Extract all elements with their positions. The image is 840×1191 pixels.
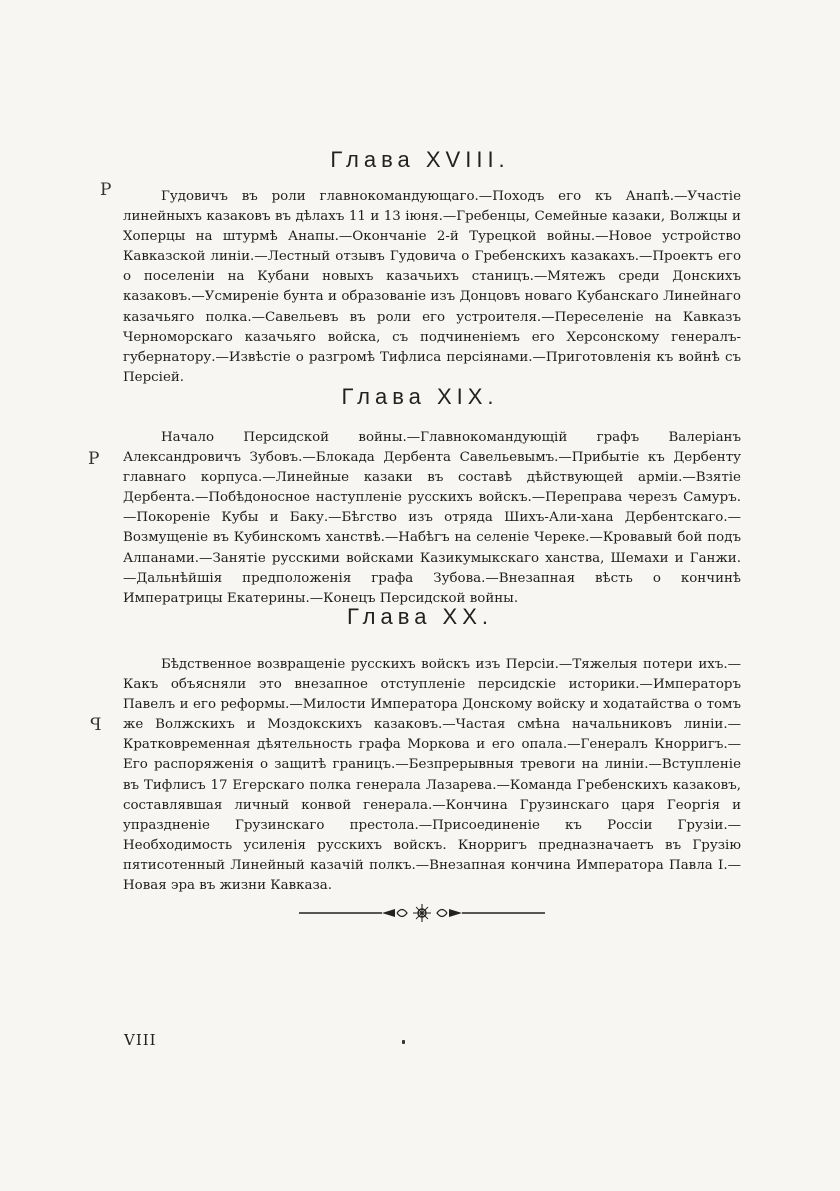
chapter-20-summary: Бѣдственное возвращеніе русскихъ войскъ изъ Персіи.—Тяжелыя потери ихъ.—Какъ объясняли это внезапное отступленіе персидскіе историки.—Императоръ Павелъ и его реформы.—Милости Императора Донскому войску и ходатайства о томъ же Волжскихъ и Моздокскихъ казаковъ.—Частая смѣна начальниковъ линіи.—Кратковременная дѣятельность графа Моркова и его опала.—Генералъ Кнорригъ.—Его распоряженія о защитѣ границъ.—Безпрерывныя тревоги на линіи.—Вступленіе въ Тифлисъ 17 Егерскаго полка генерала Лазарева.—Команда Гребенскихъ казаковъ, составлявшая личный конвой генерала.—Кончина Грузинскаго царя Георгія и упраздненіе Грузинскаго престола.—Присоединеніе къ Россіи Грузіи.—Необходимость усиленія русскихъ войскъ. Кнорригъ предназначаетъ въ Грузію пятисотенный Линейный казачій полкъ.—Внезапная кончина Императора Павла I.—Новая эра въ жизни Кавказа. [123, 657, 741, 894]
margin-mark-2: P [88, 449, 100, 469]
page-number: VIII [124, 1031, 157, 1049]
margin-mark-1: P [100, 180, 112, 200]
chapter-18-summary: Гудовичъ въ роли главнокомандующаго.—Походъ его къ Анапѣ.—Участіе линейныхъ казаковъ въ дѣлахъ 11 и 13 іюня.—Гребенцы, Семейные казаки, Волжцы и Хоперцы на штурмѣ Анапы.—Окончаніе 2-й Турецкой войны.—Новое устройство Кавказской линіи.—Лестный отзывъ Гудовича о Гребенскихъ казакахъ.—Проектъ его о поселеніи на Кубани новыхъ казачьихъ станицъ.—Мятежъ среди Донскихъ казаковъ.—Усмиреніе бунта и образованіе изъ Донцовъ новаго Кубанскаго Линейнаго казачьяго полка.—Савельевъ въ роли его устроителя.—Переселеніе на Кавказъ Черноморскаго казачьяго войска, съ подчиненіемъ его Херсонскому генералъ-губернатору.—Извѣстіе о разгромѣ Тифлиса персіянами.—Приготовленія къ войнѣ съ Персіей. [123, 189, 741, 385]
chapter-19-title: Глава XIX. [341, 384, 499, 409]
chapter-18-title: Глава XVIII. [330, 147, 510, 172]
chapter-20-title: Глава XX. [347, 604, 493, 629]
margin-mark-3: P [90, 715, 102, 735]
ornamental-divider [297, 901, 547, 925]
ink-speck [402, 1040, 405, 1044]
chapter-19-summary: Начало Персидской войны.—Главнокомандующій графъ Валеріанъ Александровичъ Зубовъ.—Блокада Дербента Савельевымъ.—Прибытіе къ Дербенту главнаго корпуса.—Линейные казаки въ составѣ дѣйствующей арміи.—Взятіе Дербента.—Побѣдоносное наступленіе русскихъ войскъ.—Переправа черезъ Самуръ.—Покореніе Кубы и Баку.—Бѣгство изъ отряда Шихъ-Али-хана Дербентскаго.—Возмущеніе въ Кубинскомъ ханствѣ.—Набѣгъ на селеніе Череке.—Кровавый бой подъ Алпанами.—Занятіе русскими войсками Казикумыкскаго ханства, Шемахи и Ганжи.—Дальнѣйшія предположенія графа Зубова.—Внезапная вѣсть о кончинѣ Императрицы Екатерины.—Конецъ Персидской войны. [123, 430, 741, 606]
